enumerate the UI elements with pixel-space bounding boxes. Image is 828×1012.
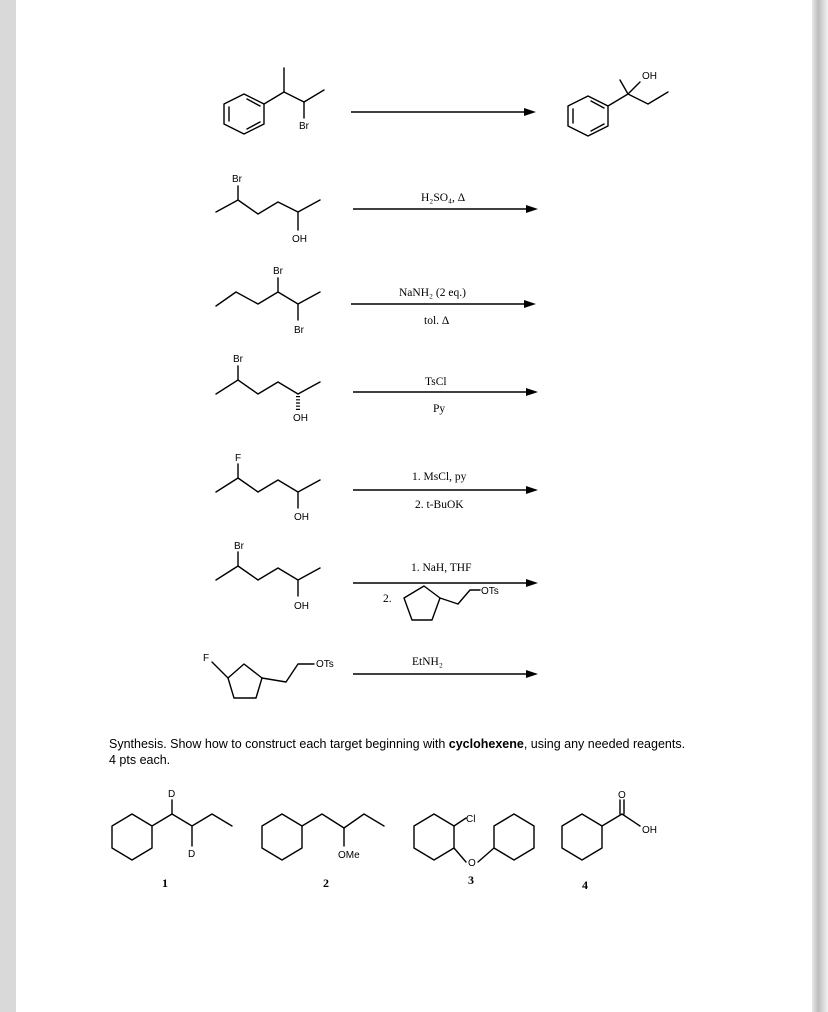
reaction-4-oh-label: OH <box>293 413 308 424</box>
reaction-6-reagent-1: 1. NaH, THF <box>411 562 472 574</box>
target-4-number: 4 <box>582 878 588 892</box>
reaction-2-arrowhead <box>526 205 538 213</box>
reaction-3-arrowhead <box>524 300 536 308</box>
reaction-6-oh-label: OH <box>294 601 309 612</box>
target-1-structure <box>112 789 232 860</box>
synthesis-points: 4 pts each. <box>109 753 171 767</box>
reaction-5-f-label: F <box>235 453 242 464</box>
target-3-cl-label: Cl <box>466 814 476 825</box>
reaction-7-ots-label: OTs <box>316 659 334 670</box>
target-2-structure <box>262 814 384 861</box>
reaction-2-reagent: H₂SO₄, Δ <box>421 192 466 204</box>
target-3-number: 3 <box>468 873 474 887</box>
reaction-5-oh-label: OH <box>294 512 309 523</box>
target-4-structure <box>562 790 657 860</box>
reaction-3-reagent-2: tol. Δ <box>424 315 450 327</box>
target-3-o-label: O <box>468 858 476 869</box>
reaction-7-substrate <box>203 653 334 698</box>
reaction-2-br-label: Br <box>232 174 242 185</box>
reaction-2-oh-label: OH <box>292 234 307 245</box>
reaction-4-reagent-1: TsCl <box>425 376 447 388</box>
reaction-4-br-label: Br <box>233 354 243 365</box>
reaction-7-arrowhead <box>526 670 538 678</box>
reaction-5-reagent-1: 1. MsCl, py <box>412 471 467 483</box>
synthesis-start-material: cyclohexene <box>448 737 524 751</box>
reaction-7-f-label: F <box>203 653 210 664</box>
reaction-5-reagent-2: 2. t-BuOK <box>415 499 464 511</box>
target-1-d-label-2: D <box>188 849 196 860</box>
synthesis-prefix: Synthesis. Show how to construct each target beginning with <box>109 737 449 751</box>
reaction-3-reagent-1: NaNH₂ (2 eq.) <box>399 287 466 299</box>
reaction-6-ots-label: OTs <box>481 586 499 597</box>
reaction-3-substrate <box>216 266 320 336</box>
reaction-3-br-label-2: Br <box>294 325 304 336</box>
reaction-4-reagent-2: Py <box>433 403 446 415</box>
reaction-5-substrate <box>216 453 320 523</box>
reaction-1-oh-label: OH <box>642 71 657 82</box>
reaction-6-reagent-structure <box>404 586 499 620</box>
synthesis-instruction-line <box>109 736 749 752</box>
reaction-5-arrowhead <box>526 486 538 494</box>
target-2-ome-label: OMe <box>338 850 360 861</box>
reaction-7-reagent: EtNH₂ <box>412 656 443 668</box>
target-1-d-label-1: D <box>168 789 176 800</box>
target-4-oh-label: OH <box>642 825 657 836</box>
reaction-6-br-label: Br <box>234 541 244 552</box>
target-2-number: 2 <box>323 876 329 890</box>
reaction-4-arrowhead <box>526 388 538 396</box>
reaction-2-substrate <box>216 174 320 245</box>
reaction-1-substrate <box>224 68 324 134</box>
reaction-1-arrowhead <box>524 108 536 116</box>
reaction-3-br-label-1: Br <box>273 266 283 277</box>
reaction-6-arrowhead <box>526 579 538 587</box>
reaction-6-reagent-2-number: 2. <box>383 593 392 605</box>
synthesis-instructions <box>109 736 749 768</box>
synthesis-suffix: , using any needed reagents. <box>523 737 686 751</box>
target-1-number: 1 <box>162 876 168 890</box>
target-4-o-label: O <box>618 790 626 801</box>
reaction-1-product <box>568 71 668 136</box>
reaction-4-substrate <box>216 354 320 424</box>
reaction-6-substrate <box>216 541 320 612</box>
target-3-structure <box>414 814 534 869</box>
reaction-1-br-label: Br <box>299 121 309 132</box>
